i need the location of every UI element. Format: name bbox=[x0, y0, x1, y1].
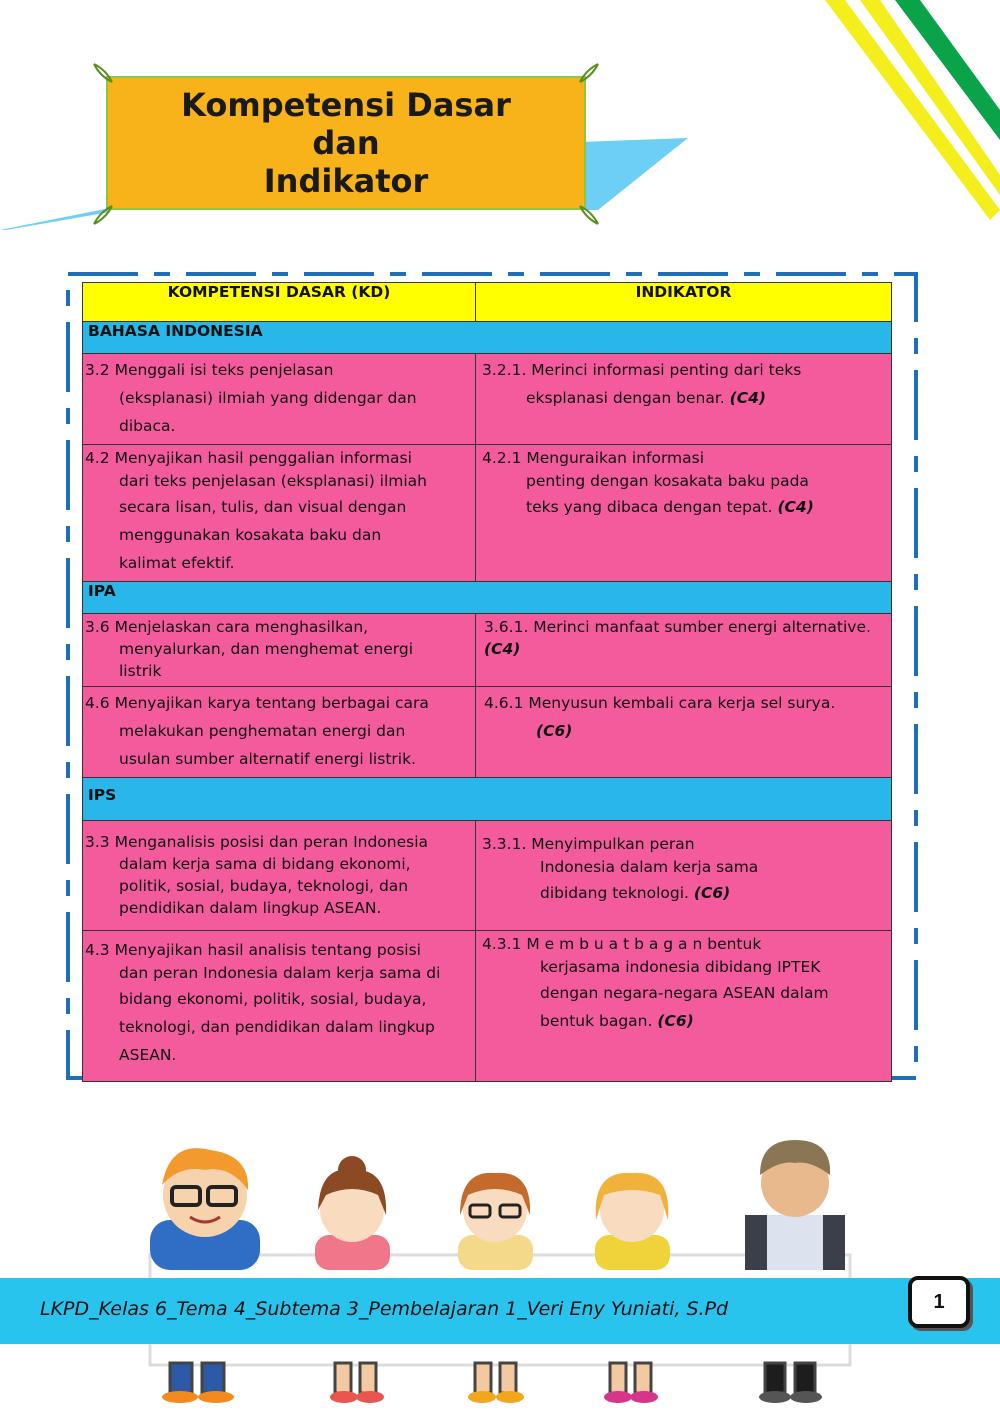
kd-line: dan peran Indonesia dalam kerja sama di bbox=[119, 964, 441, 982]
indikator-line: penting dengan kosakata baku pada bbox=[526, 472, 809, 490]
kd-line: dalam kerja sama di bidang ekonomi, bbox=[119, 855, 411, 873]
indikator-line: kerjasama indonesia dibidang IPTEK bbox=[540, 958, 821, 976]
table-row bbox=[83, 821, 892, 931]
section-title-ips: IPS bbox=[83, 778, 892, 821]
cognitive-level-label: (C6) bbox=[693, 884, 731, 902]
indikator-cell bbox=[476, 354, 892, 445]
kd-line: (eksplanasi) ilmiah yang didengar dan bbox=[119, 389, 417, 407]
page-number: 1 bbox=[908, 1276, 970, 1328]
kd-cell bbox=[83, 931, 476, 1082]
header-indikator: INDIKATOR bbox=[476, 283, 892, 322]
kd-line: teknologi, dan pendidikan dalam lingkup bbox=[119, 1018, 435, 1036]
indikator-line: Indonesia dalam kerja sama bbox=[540, 858, 759, 876]
indikator-cell bbox=[476, 821, 892, 931]
indikator-cell bbox=[476, 931, 892, 1082]
kd-cell bbox=[83, 354, 476, 445]
cognitive-level-label: (C4) bbox=[484, 640, 521, 658]
kd-line: 3.6 Menjelaskan cara menghasilkan, bbox=[85, 618, 369, 636]
banner-corner-ornament bbox=[92, 204, 114, 226]
indikator-line: 3.6.1. Merinci manfaat sumber energi alternative. bbox=[484, 618, 871, 636]
indikator-line: 4.6.1 Menyusun kembali cara kerja sel surya. bbox=[484, 694, 836, 712]
banner-corner-ornament bbox=[92, 62, 114, 84]
table-row bbox=[83, 354, 892, 445]
cognitive-level-label: (C4) bbox=[777, 498, 814, 516]
kd-line: secara lisan, tulis, dan visual dengan bbox=[119, 498, 407, 516]
indikator-line: dibidang teknologi. bbox=[540, 884, 689, 902]
kd-line: menyalurkan, dan menghemat energi bbox=[119, 640, 414, 658]
kd-line: melakukan penghematan energi dan bbox=[119, 722, 406, 740]
kd-line: 3.2 Menggali isi teks penjelasan bbox=[85, 361, 334, 379]
table-row bbox=[83, 687, 892, 778]
indikator-line: eksplanasi dengan benar. bbox=[526, 389, 725, 407]
table-header-row bbox=[83, 283, 892, 322]
kd-line: 4.2 Menyajikan hasil penggalian informasi bbox=[85, 449, 412, 467]
competency-table bbox=[82, 282, 892, 1082]
indikator-line: 4.2.1 Menguraikan informasi bbox=[482, 449, 705, 467]
kd-line: pendidikan dalam lingkup ASEAN. bbox=[119, 899, 382, 917]
section-title-ipa: IPA bbox=[83, 582, 892, 614]
kd-line: usulan sumber alternatif energi listrik. bbox=[119, 750, 416, 768]
kd-line: politik, sosial, budaya, teknologi, dan bbox=[119, 877, 409, 895]
banner-corner-ornament bbox=[578, 204, 600, 226]
indikator-line: dengan negara-negara ASEAN dalam bbox=[540, 984, 829, 1002]
kd-line: ASEAN. bbox=[119, 1046, 177, 1064]
kd-cell bbox=[83, 821, 476, 931]
footer-text: LKPD_Kelas 6_Tema 4_Subtema 3_Pembelajaran 1_Veri Eny Yuniati, S.Pd bbox=[40, 1298, 729, 1320]
header-kd: KOMPETENSI DASAR (KD) bbox=[83, 283, 476, 322]
section-title-bahasa-indonesia: BAHASA INDONESIA bbox=[83, 322, 892, 354]
table-row bbox=[83, 614, 892, 687]
kd-line: bidang ekonomi, politik, sosial, budaya, bbox=[119, 990, 427, 1008]
indikator-cell bbox=[476, 614, 892, 687]
kd-line: 4.3 Menyajikan hasil analisis tentang posisi bbox=[85, 941, 421, 959]
children-holding-banner-illustration bbox=[120, 1135, 880, 1405]
kd-cell bbox=[83, 614, 476, 687]
section-row bbox=[83, 582, 892, 614]
banner-corner-ornament bbox=[578, 62, 600, 84]
indikator-cell bbox=[476, 445, 892, 582]
table-row bbox=[83, 445, 892, 582]
kd-line: dari teks penjelasan (eksplanasi) ilmiah bbox=[119, 472, 428, 490]
title-banner bbox=[106, 76, 586, 210]
indikator-cell bbox=[476, 687, 892, 778]
kd-line: 4.6 Menyajikan karya tentang berbagai cara bbox=[85, 694, 429, 712]
kd-line: kalimat efektif. bbox=[119, 554, 235, 572]
title-line-1: Kompetensi Dasar bbox=[181, 86, 511, 124]
cognitive-level-label: (C6) bbox=[657, 1012, 694, 1030]
indikator-line: teks yang dibaca dengan tepat. bbox=[526, 498, 773, 516]
indikator-line: 4.3.1 M e m b u a t b a g a n bentuk bbox=[482, 935, 762, 953]
banner-tail-decoration bbox=[580, 138, 690, 210]
indikator-line: 3.3.1. Menyimpulkan peran bbox=[482, 835, 695, 853]
indikator-line: 3.2.1. Merinci informasi penting dari teks bbox=[482, 361, 802, 379]
indikator-line: bentuk bagan. bbox=[540, 1012, 653, 1030]
section-row bbox=[83, 322, 892, 354]
kd-line: dibaca. bbox=[119, 417, 176, 435]
title-line-2: dan bbox=[312, 124, 380, 162]
cognitive-level-label: (C6) bbox=[536, 722, 573, 740]
kd-line: menggunakan kosakata baku dan bbox=[119, 526, 382, 544]
cognitive-level-label: (C4) bbox=[729, 389, 766, 407]
table-row bbox=[83, 931, 892, 1082]
title-line-3: Indikator bbox=[263, 162, 429, 200]
section-row bbox=[83, 778, 892, 821]
kd-cell bbox=[83, 687, 476, 778]
kd-line: listrik bbox=[119, 662, 162, 680]
kd-line: 3.3 Menganalisis posisi dan peran Indonesia bbox=[85, 833, 429, 851]
kd-cell bbox=[83, 445, 476, 582]
corner-stripes-decoration bbox=[800, 0, 1000, 220]
